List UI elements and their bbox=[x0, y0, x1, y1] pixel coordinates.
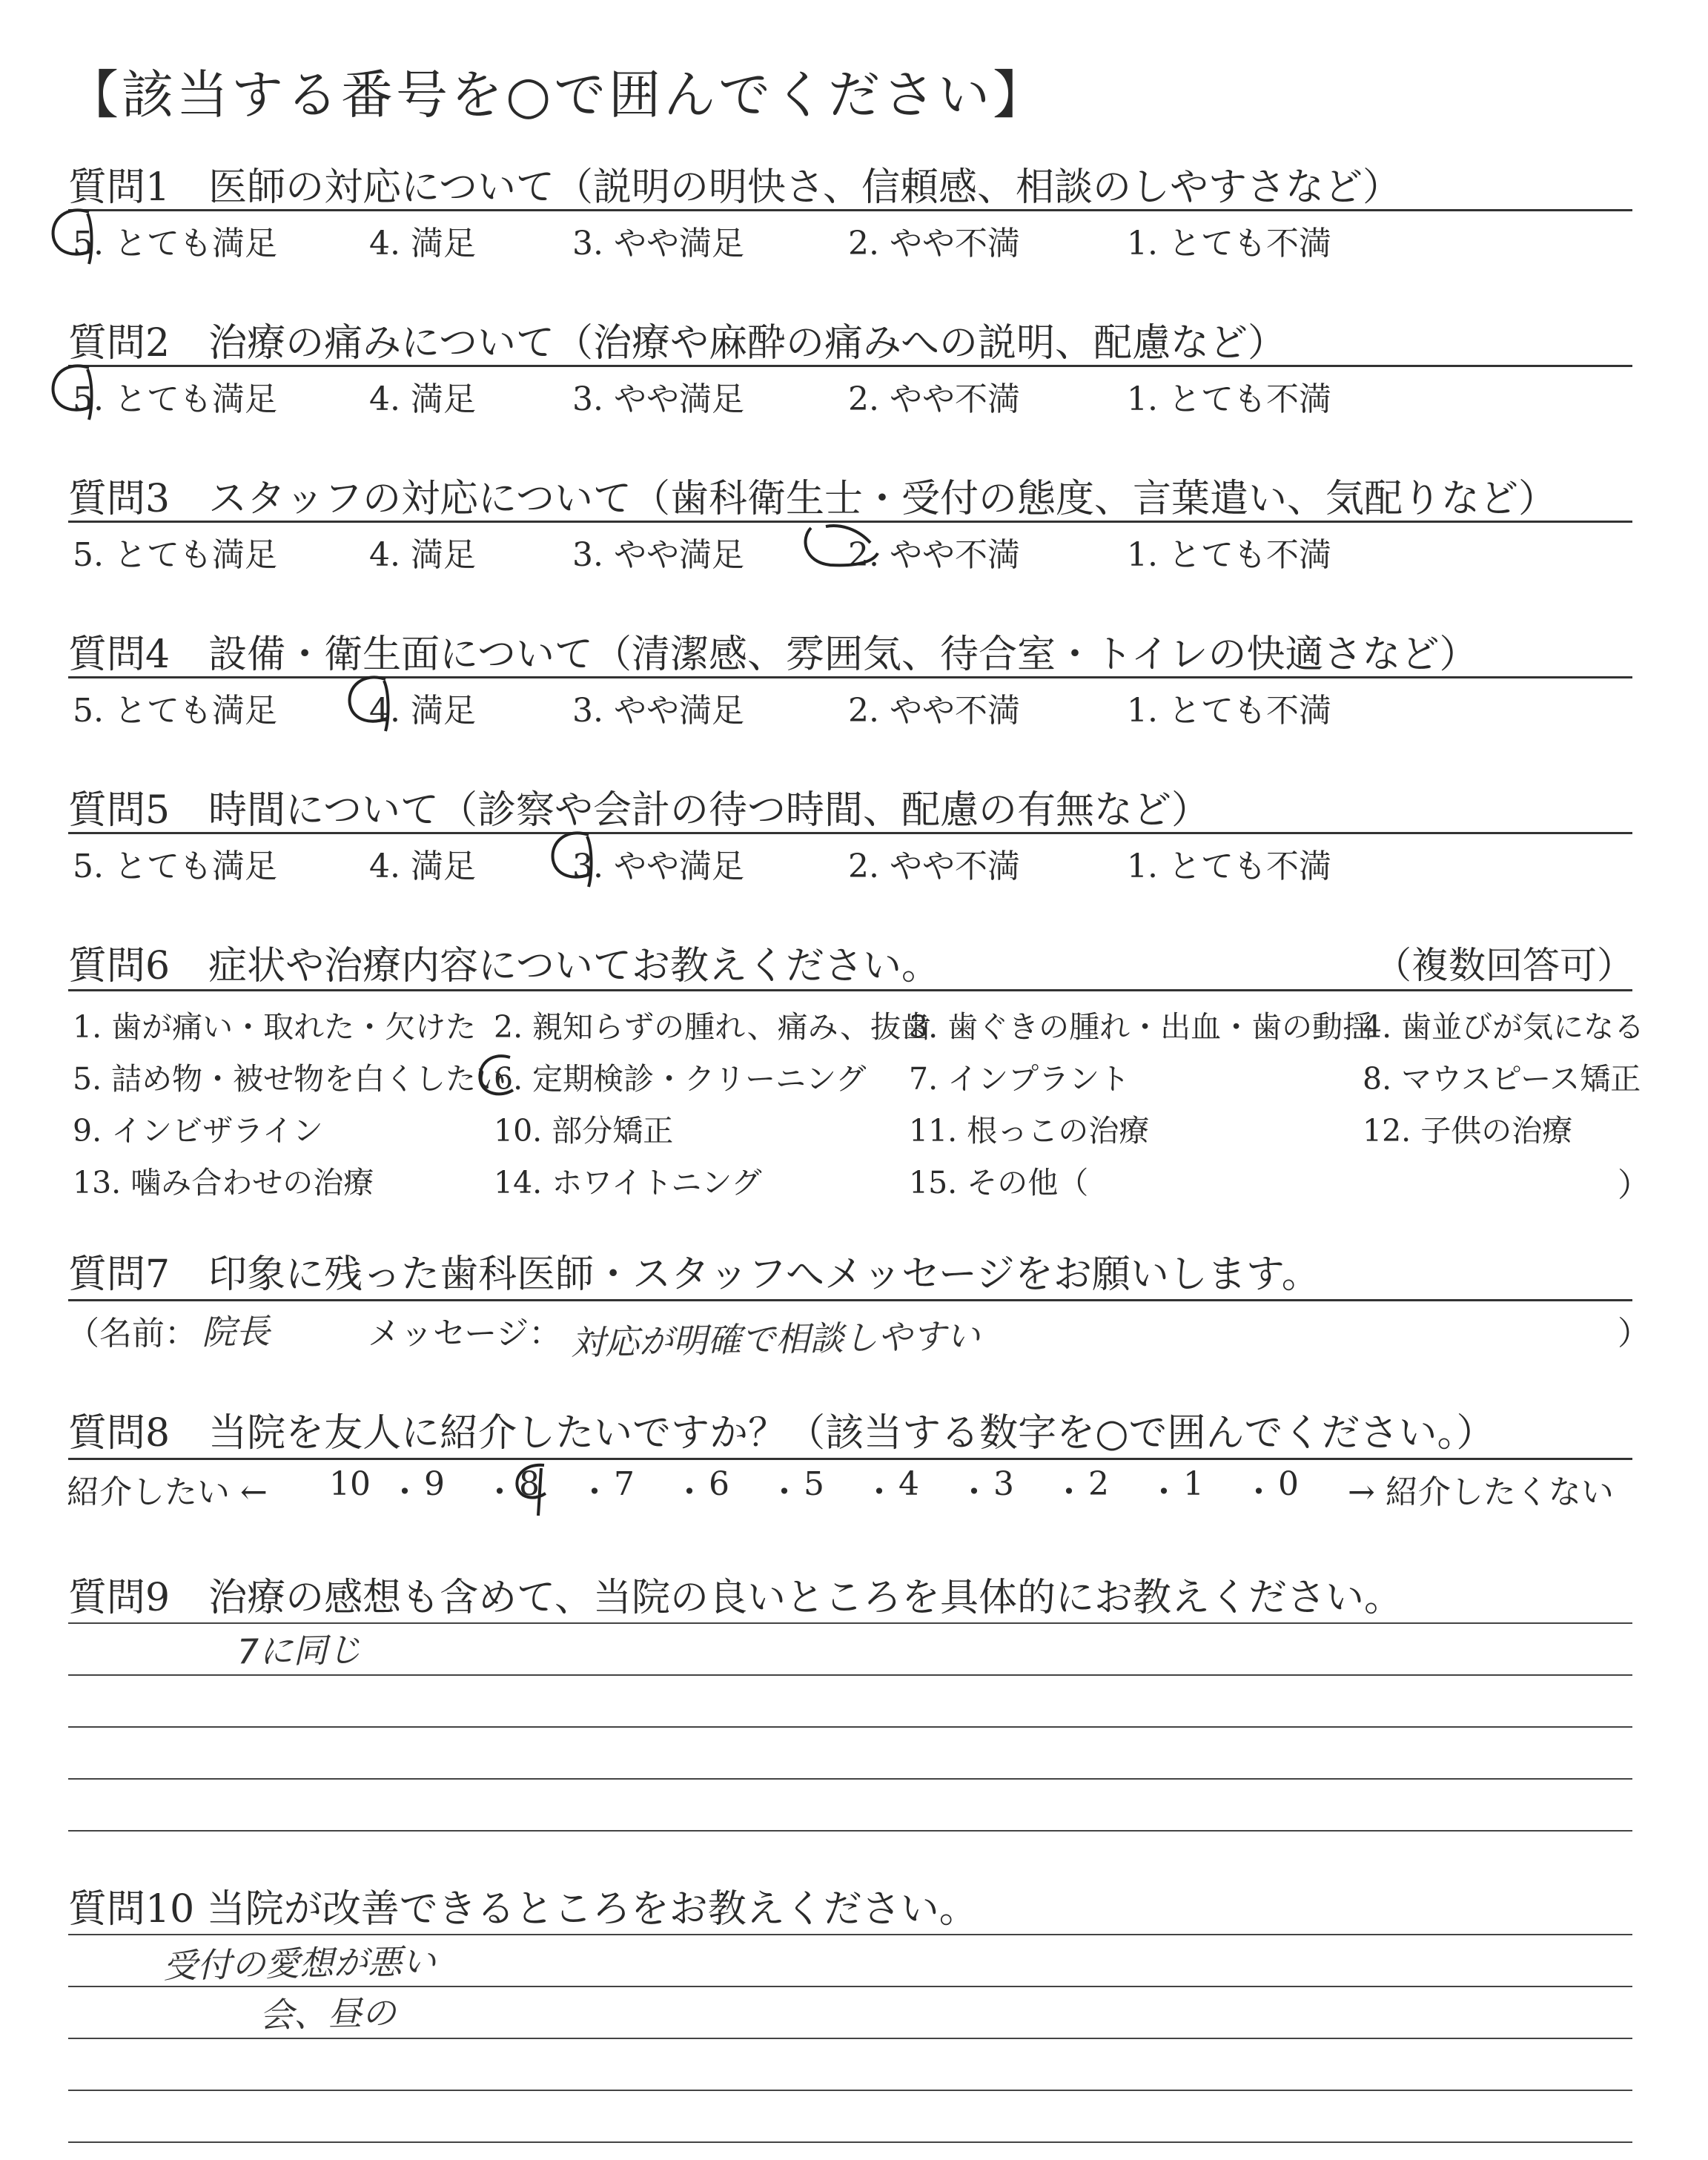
q6-option-2[interactable]: 2. 親知らずの腫れ、痛み、抜歯 bbox=[494, 1009, 932, 1045]
q3-option-1[interactable]: 1. とても不満 bbox=[1127, 536, 1331, 574]
q5-option-1[interactable]: 1. とても不満 bbox=[1127, 848, 1331, 885]
q7-name-answer: 院長 bbox=[201, 1311, 271, 1353]
q6-option-13[interactable]: 13. 噛み合わせの治療 bbox=[73, 1165, 374, 1200]
q6-option-12[interactable]: 12. 子供の治療 bbox=[1363, 1113, 1573, 1149]
q8-right-label: → 紹介したくない bbox=[1348, 1473, 1614, 1511]
instruction-header: 【該当する番号を○で囲んでください】 bbox=[67, 65, 1048, 125]
q3-title: 質問3 スタッフの対応について（歯科衛生士・受付の態度、言葉遣い、気配りなど） bbox=[68, 477, 1558, 521]
q2-rule bbox=[68, 365, 1632, 367]
q5-option-4[interactable]: 4. 満足 bbox=[369, 848, 476, 885]
q9-line-2 bbox=[68, 1674, 1632, 1676]
q2-option-4[interactable]: 4. 満足 bbox=[369, 380, 476, 418]
q6-option-11[interactable]: 11. 根っこの治療 bbox=[909, 1113, 1150, 1149]
q8-number-4[interactable]: 4 bbox=[898, 1465, 919, 1503]
q7-message-label: メッセージ： bbox=[368, 1315, 562, 1353]
q4-option-5[interactable]: 5. とても満足 bbox=[73, 692, 277, 730]
q4-rule bbox=[68, 676, 1632, 678]
q1-option-5[interactable]: 5. とても満足 bbox=[73, 225, 277, 262]
q8-separator-dot: ・ bbox=[1148, 1473, 1180, 1511]
q3-rule bbox=[68, 521, 1632, 523]
q4-option-4[interactable]: 4. 満足 bbox=[369, 692, 476, 730]
q2-option-1[interactable]: 1. とても不満 bbox=[1127, 380, 1331, 418]
q1-option-1[interactable]: 1. とても不満 bbox=[1127, 225, 1331, 262]
q6-option-15[interactable]: 15. その他（ bbox=[909, 1165, 1089, 1200]
q5-option-3[interactable]: 3. やや満足 bbox=[572, 848, 744, 885]
q6-option-14[interactable]: 14. ホワイトニング bbox=[494, 1165, 762, 1200]
q8-number-6[interactable]: 6 bbox=[709, 1465, 729, 1503]
q8-number-7[interactable]: 7 bbox=[614, 1465, 635, 1503]
q7-title: 質問7 印象に残った歯科医師・スタッフへメッセージをお願いします。 bbox=[68, 1252, 1320, 1297]
q10-line-3 bbox=[68, 2038, 1632, 2039]
q2-option-3[interactable]: 3. やや満足 bbox=[572, 380, 744, 418]
q7-name-label: （名前： bbox=[67, 1315, 197, 1353]
q1-rule bbox=[68, 209, 1632, 211]
q8-separator-dot: ・ bbox=[1053, 1473, 1085, 1511]
q4-option-1[interactable]: 1. とても不満 bbox=[1127, 692, 1331, 730]
q8-separator-dot: ・ bbox=[863, 1473, 896, 1511]
q8-number-10[interactable]: 10 bbox=[329, 1465, 371, 1503]
q4-option-2[interactable]: 2. やや不満 bbox=[848, 692, 1020, 730]
q8-separator-dot: ・ bbox=[673, 1473, 706, 1511]
q8-number-5[interactable]: 5 bbox=[804, 1465, 824, 1503]
q9-title: 質問9 治療の感想も含めて、当院の良いところを具体的にお教えください。 bbox=[68, 1576, 1403, 1620]
q6-option-1[interactable]: 1. 歯が痛い・取れた・欠けた bbox=[73, 1009, 477, 1045]
q5-option-5[interactable]: 5. とても満足 bbox=[73, 848, 277, 885]
q1-title: 質問1 医師の対応について（説明の明快さ、信頼感、相談のしやすさなど） bbox=[68, 165, 1401, 210]
q3-option-4[interactable]: 4. 満足 bbox=[369, 536, 476, 574]
q10-answer-line-2: 会、昼の bbox=[259, 1992, 397, 2035]
q6-option-7[interactable]: 7. インプラント bbox=[909, 1061, 1131, 1097]
q7-message-answer: 対応が明確で相談しやすい bbox=[570, 1315, 981, 1363]
q2-option-2[interactable]: 2. やや不満 bbox=[848, 380, 1020, 418]
q3-option-3[interactable]: 3. やや満足 bbox=[572, 536, 744, 574]
q7-close-paren: ） bbox=[1618, 1315, 1650, 1353]
q9-answer: 7に同じ bbox=[236, 1629, 362, 1672]
q4-option-3[interactable]: 3. やや満足 bbox=[572, 692, 744, 730]
q8-number-3[interactable]: 3 bbox=[993, 1465, 1014, 1503]
q2-title: 質問2 治療の痛みについて（治療や麻酔の痛みへの説明、配慮など） bbox=[68, 321, 1287, 366]
q10-line-4 bbox=[68, 2090, 1632, 2091]
q5-option-2[interactable]: 2. やや不満 bbox=[848, 848, 1020, 885]
q8-left-label: 紹介したい ← bbox=[67, 1473, 268, 1511]
q6-title: 質問6 症状や治療内容についてお教えください。 bbox=[68, 944, 941, 988]
q3-option-2[interactable]: 2. やや不満 bbox=[848, 536, 1020, 574]
q9-line-5 bbox=[68, 1830, 1632, 1832]
q8-rule bbox=[68, 1458, 1632, 1460]
q9-line-4 bbox=[68, 1778, 1632, 1780]
q6-option-4[interactable]: 4. 歯並びが気になる bbox=[1363, 1009, 1645, 1045]
q6-rule bbox=[68, 989, 1632, 991]
q5-rule bbox=[68, 832, 1632, 834]
q5-title: 質問5 時間について（診察や会計の待つ時間、配慮の有無など） bbox=[68, 788, 1211, 833]
q8-separator-dot: ・ bbox=[768, 1473, 801, 1511]
q9-line-3 bbox=[68, 1726, 1632, 1728]
q8-number-8[interactable]: 8 bbox=[519, 1465, 540, 1503]
q4-title: 質問4 設備・衛生面について（清潔感、雰囲気、待合室・トイレの快適さなど） bbox=[68, 633, 1478, 677]
q8-number-1[interactable]: 1 bbox=[1183, 1465, 1204, 1503]
q8-number-2[interactable]: 2 bbox=[1088, 1465, 1109, 1503]
q2-option-5[interactable]: 5. とても満足 bbox=[73, 380, 277, 418]
q8-separator-dot: ・ bbox=[1242, 1473, 1275, 1511]
q10-line-5 bbox=[68, 2141, 1632, 2143]
q10-answer-line-1: 受付の愛想が悪い bbox=[162, 1941, 437, 1986]
q6-option-6[interactable]: 6. 定期検診・クリーニング bbox=[494, 1061, 867, 1097]
q8-separator-dot: ・ bbox=[483, 1473, 516, 1511]
q8-number-0[interactable]: 0 bbox=[1278, 1465, 1299, 1503]
q6-multi-note: （複数回答可） bbox=[1374, 944, 1634, 987]
q1-option-2[interactable]: 2. やや不満 bbox=[848, 225, 1020, 262]
q1-option-4[interactable]: 4. 満足 bbox=[369, 225, 476, 262]
q8-title: 質問8 当院を友人に紹介したいですか？（該当する数字を○で囲んでください。） bbox=[68, 1411, 1495, 1456]
q6-option-9[interactable]: 9. インビザライン bbox=[73, 1113, 323, 1149]
q6-option-8[interactable]: 8. マウスピース矯正 bbox=[1363, 1061, 1641, 1097]
q6-option-5[interactable]: 5. 詰め物・被せ物を白くしたい bbox=[73, 1061, 507, 1097]
q8-separator-dot: ・ bbox=[388, 1473, 421, 1511]
q10-title: 質問10 当院が改善できるところをお教えください。 bbox=[68, 1887, 978, 1932]
q6-close-paren: ） bbox=[1618, 1166, 1650, 1204]
q1-option-3[interactable]: 3. やや満足 bbox=[572, 225, 744, 262]
q7-rule bbox=[68, 1299, 1632, 1301]
q6-option-3[interactable]: 3. 歯ぐきの腫れ・出血・歯の動揺 bbox=[909, 1009, 1374, 1045]
q3-option-5[interactable]: 5. とても満足 bbox=[73, 536, 277, 574]
q8-separator-dot: ・ bbox=[958, 1473, 990, 1511]
q8-separator-dot: ・ bbox=[578, 1473, 611, 1511]
q10-line-1 bbox=[68, 1934, 1632, 1935]
q8-number-9[interactable]: 9 bbox=[424, 1465, 445, 1503]
q6-option-10[interactable]: 10. 部分矯正 bbox=[494, 1113, 674, 1149]
